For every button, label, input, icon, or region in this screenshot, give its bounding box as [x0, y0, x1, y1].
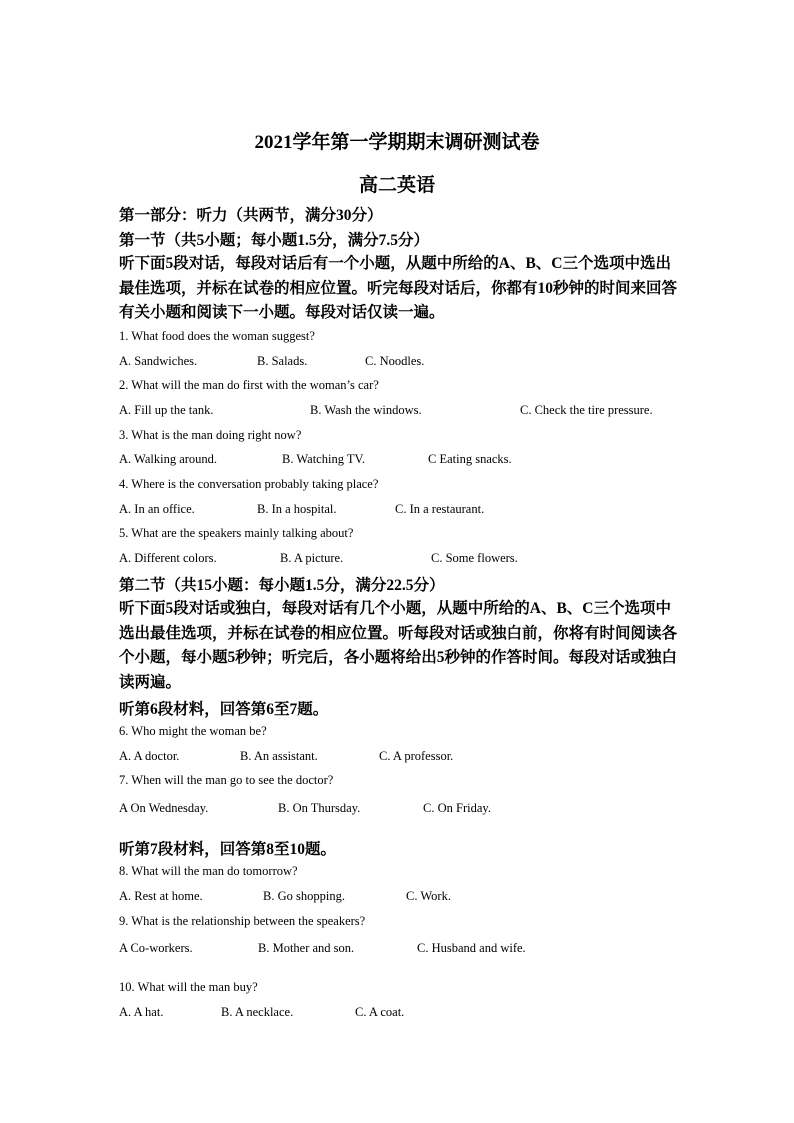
- question-9: 9. What is the relationship between the speakers?: [119, 914, 366, 928]
- option-10c: C. A coat.: [355, 1005, 405, 1019]
- option-4a: A. In an office.: [119, 502, 195, 516]
- question-7: 7. When will the man go to see the doctor?: [119, 773, 334, 787]
- option-10a: A. A hat.: [119, 1005, 164, 1019]
- material-6-heading: 听第6段材料，回答第6至7题。: [119, 701, 329, 718]
- option-5a: A. Different colors.: [119, 551, 217, 565]
- option-9b: B. Mother and son.: [258, 941, 355, 955]
- option-7a: A On Wednesday.: [119, 801, 209, 815]
- option-4b: B. In a hospital.: [257, 502, 337, 516]
- option-8b: B. Go shopping.: [263, 889, 345, 903]
- option-3a: A. Walking around.: [119, 452, 218, 466]
- question-1: 1. What food does the woman suggest?: [119, 329, 315, 343]
- option-9a: A Co-workers.: [119, 941, 193, 955]
- question-10: 10. What will the man buy?: [119, 980, 258, 994]
- question-5: 5. What are the speakers mainly talking about?: [119, 526, 354, 540]
- option-1b: B. Salads.: [257, 354, 308, 368]
- question-8: 8. What will the man do tomorrow?: [119, 864, 298, 878]
- section1-instructions: 听下面5段对话，每段对话后有一个小题，从题中所给的A、B、C三个选项中选出最佳选项，并标在试卷的相应位置。听完每段对话后，你都有10秒钟的时间来回答有关小题和阅读下一小题。每段对话仅读一遍。: [119, 255, 678, 321]
- option-6b: B. An assistant.: [240, 749, 318, 763]
- option-1a: A. Sandwiches.: [119, 354, 198, 368]
- option-2b: B. Wash the windows.: [310, 403, 422, 417]
- option-2a: A. Fill up the tank.: [119, 403, 214, 417]
- material-7-heading: 听第7段材料，回答第8至10题。: [119, 841, 337, 858]
- section2-heading: 第二节（共15小题：每小题1.5分，满分22.5分）: [119, 577, 445, 594]
- option-2c: C. Check the tire pressure.: [520, 403, 653, 417]
- option-7c: C. On Friday.: [423, 801, 491, 815]
- subject-title: 高二英语: [358, 175, 435, 196]
- option-3c: C Eating snacks.: [428, 452, 512, 466]
- option-5c: C. Some flowers.: [431, 551, 518, 565]
- part1-heading: 第一部分：听力（共两节，满分30分）: [119, 207, 383, 224]
- option-9c: C. Husband and wife.: [417, 941, 526, 955]
- option-6a: A. A doctor.: [119, 749, 180, 763]
- option-6c: C. A professor.: [379, 749, 454, 763]
- question-4: 4. Where is the conversation probably taking place?: [119, 477, 379, 491]
- option-7b: B. On Thursday.: [278, 801, 361, 815]
- option-1c: C. Noodles.: [365, 354, 425, 368]
- option-8c: C. Work.: [406, 889, 451, 903]
- question-6: 6. Who might the woman be?: [119, 724, 267, 738]
- question-3: 3. What is the man doing right now?: [119, 428, 302, 442]
- option-4c: C. In a restaurant.: [395, 502, 485, 516]
- question-2: 2. What will the man do first with the woman’s car?: [119, 378, 379, 392]
- exam-title: 2021学年第一学期期末调研测试卷: [254, 132, 540, 153]
- option-8a: A. Rest at home.: [119, 889, 203, 903]
- option-5b: B. A picture.: [280, 551, 344, 565]
- section2-instructions: 听下面5段对话或独白，每段对话有几个小题，从题中所给的A、B、C三个选项中选出最佳选项，并标在试卷的相应位置。听每段对话或独白前，你将有时间阅读各个小题，每小题5秒钟；听完后，各小题将给出5秒钟的作答时间。每段对话或独白读两遍。: [119, 600, 678, 691]
- option-10b: B. A necklace.: [221, 1005, 294, 1019]
- option-3b: B. Watching TV.: [282, 452, 366, 466]
- section1-heading: 第一节（共5小题；每小题1.5分，满分7.5分）: [119, 232, 430, 249]
